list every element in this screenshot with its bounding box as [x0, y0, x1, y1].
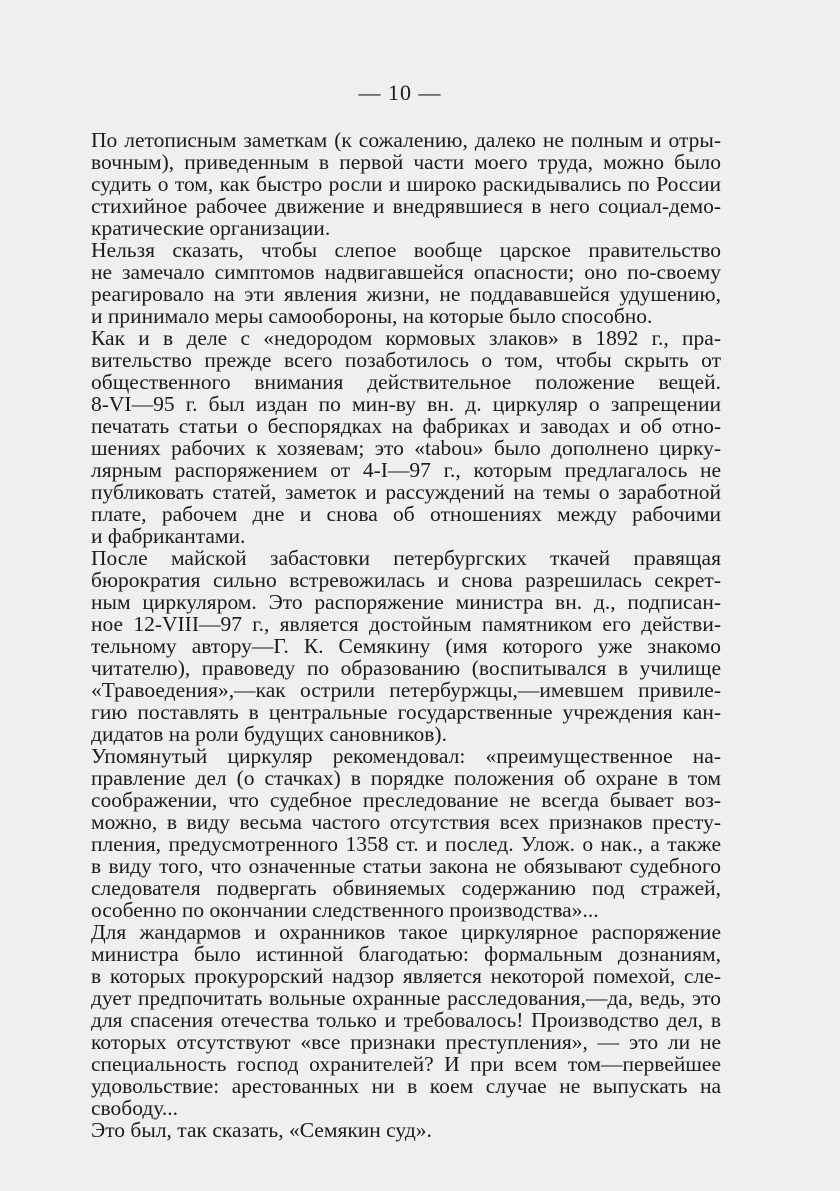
text-line: специальность господ охранителей? И при всем том—первейшее [91, 1052, 721, 1076]
text-line: лярным распоряжением от 4-I—97 г., которым предлагалось не [91, 458, 721, 482]
paragraph [91, 745, 721, 921]
text-line: соображении, что судебное преследование не всегда бывает воз- [91, 788, 721, 812]
text-line: пления, предусмотренного 1358 ст. и послед. Улож. о нак., а также [91, 832, 721, 856]
text-line: читателю), правоведу по образованию (воспитывался в училище [91, 656, 721, 680]
text-line: печатать статьи о беспорядках на фабриках и заводах и об отно- [91, 414, 721, 438]
text-line: Нельзя сказать, чтобы слепое вообще царское правительство [91, 238, 721, 262]
text-line: дует предпочитать вольные охранные расследования,—да, ведь, это [91, 986, 721, 1010]
text-line: в которых прокурорский надзор является некоторой помехой, сле- [91, 964, 721, 988]
paragraph [91, 129, 721, 239]
text-line: гию поставлять в центральные государственные учреждения кан- [91, 700, 721, 724]
text-line: бюрократия сильно встревожилась и снова разрешилась секрет- [91, 568, 721, 592]
paragraph [91, 921, 721, 1119]
text-line: «Травоедения»,—как острили петербуржцы,—имевшем привиле- [91, 678, 721, 702]
page-number: — 10 — [358, 80, 442, 105]
text-line: министра было истинной благодатью: формальным дознаниям, [91, 942, 721, 966]
body-text [91, 129, 721, 1141]
text-line: публиковать статей, заметок и рассуждений на темы о заработной [91, 480, 721, 504]
text-line: Это был, так сказать, «Семякин суд». [91, 1118, 432, 1142]
text-line: тельному автору—Г. К. Семякину (имя которого уже знакомо [91, 634, 721, 658]
text-line: свободу... [91, 1096, 179, 1120]
text-line: Упомянутый циркуляр рекомендовал: «преимущественное на- [91, 744, 721, 768]
text-line: реагировало на эти явления жизни, не поддававшейся удушению, [91, 282, 721, 306]
text-line: После майской забастовки петербургских ткачей правящая [91, 546, 721, 570]
text-line: которых отсутствуют «все признаки преступления», — это ли не [91, 1030, 721, 1054]
paragraph [91, 547, 721, 745]
paragraph [91, 239, 721, 327]
text-line: общественного внимания действительное положение вещей. [91, 370, 721, 394]
text-line: и фабрикантами. [91, 524, 246, 548]
text-line: вочным), приведенным в первой части моего труда, можно было [91, 150, 721, 174]
paragraph [91, 1119, 721, 1141]
text-line: По летописным заметкам (к сожалению, далеко не полным и отры- [91, 128, 721, 152]
text-line: и принимало меры самообороны, на которые было способно. [91, 304, 653, 328]
text-line: ным циркуляром. Это распоряжение министра вн. д., подписан- [91, 590, 721, 614]
text-line: стихийное рабочее движение и внедрявшиеся в него социал-демо- [91, 194, 721, 218]
text-line: 8-VI—95 г. был издан по мин-ву вн. д. циркуляр о запрещении [91, 392, 721, 416]
text-line: шениях рабочих к хозяевам; это «tabou» было дополнено цирку- [91, 436, 721, 460]
text-line: Как и в деле с «недородом кормовых злаков» в 1892 г., пра- [91, 326, 721, 350]
text-line: удовольствие: арестованных ни в коем случае не выпускать на [91, 1074, 721, 1098]
text-line: для спасения отечества только и требовалось! Производство дел, в [91, 1008, 721, 1032]
text-line: ное 12-VIII—97 г., является достойным памятником его действи- [91, 612, 721, 636]
text-line: следователя подвергать обвиняемых содержанию под стражей, [91, 876, 721, 900]
text-line: кратические организации. [91, 216, 331, 240]
text-line: вительство прежде всего позаботилось о том, чтобы скрыть от [91, 348, 721, 372]
text-line: не замечало симптомов надвигавшейся опасности; оно по-своему [91, 260, 721, 284]
text-line: Для жандармов и охранников такое циркулярное распоряжение [91, 920, 721, 944]
text-line: правление дел (о стачках) в порядке положения об охране в том [91, 766, 721, 790]
paragraph [91, 327, 721, 547]
text-line: судить о том, как быстро росли и широко раскидывались по России [91, 172, 721, 196]
text-line: особенно по окончании следственного производства»... [91, 898, 599, 922]
text-line: дидатов на роли будущих сановников). [91, 722, 447, 746]
text-line: плате, рабочем дне и снова об отношениях между рабочими [91, 502, 721, 526]
text-line: в виду того, что означенные статьи закона не обязывают судебного [91, 854, 721, 878]
text-line: можно, в виду весьма частого отсутствия всех признаков престу- [91, 810, 721, 834]
